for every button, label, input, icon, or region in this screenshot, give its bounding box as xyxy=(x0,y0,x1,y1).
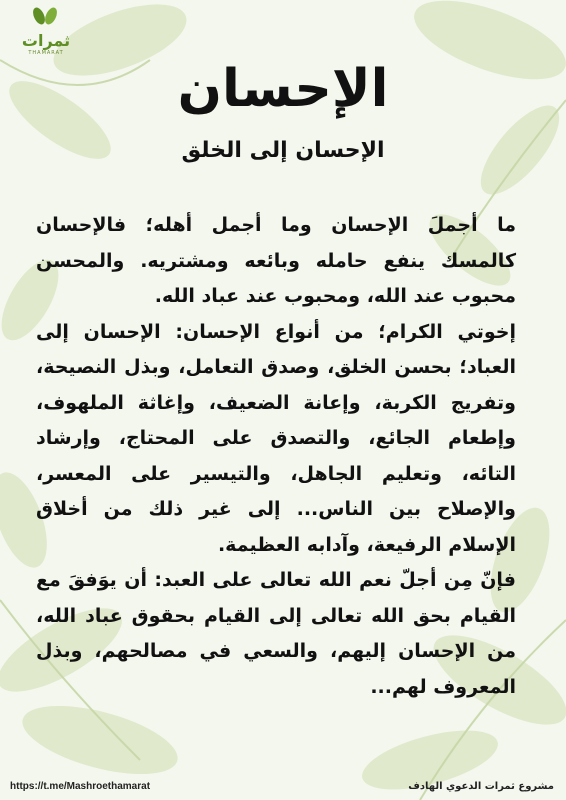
logo-subtext: THAMARAT xyxy=(28,50,64,56)
paragraph: ما أجملَ الإحسان وما أجمل أهله؛ فالإحسان كالمسك ينفع حامله وبائعه ومشتريه. والمحسن محبوب عند الله، ومحبوب عند عباد الله. xyxy=(36,214,516,307)
logo-text: ثمرات xyxy=(22,31,70,50)
project-name: مشروع ثمرات الدعوي الهادف xyxy=(408,781,554,792)
article-body xyxy=(36,208,516,705)
page-subtitle: الإحسان إلى الخلق xyxy=(181,138,385,163)
paragraph: فإنّ مِن أجلّ نعم الله تعالى على العبد: أن يوَفقَ مع القيام بحق الله تعالى إلى القيام بحقوق عباد الله، من الإحسان إليهم، والسعي في مصالحهم، وبذل المعروف لهم... xyxy=(36,569,516,698)
telegram-link[interactable]: https://t.me/Mashroethamarat xyxy=(10,781,151,792)
paragraph: إخوتي الكرام؛ من أنواع الإحسان: الإحسان إلى العباد؛ بحسن الخلق، وصدق التعامل، وبذل النصيحة، وتفريج الكربة، وإعانة الضعيف، وإغاثة الملهوف، وإطعام الجائع، والتصدق على المحتاج، وإرشاد التائه، وتعليم الجاهل، والتيسير على المعسر، والإصلاح بين الناس... إلى غير ذلك من أخلاق الإسلام الرفيعة، وآدابه العظيمة. xyxy=(36,320,516,556)
leaf-logo-icon xyxy=(22,6,70,54)
page-title: الإحسان xyxy=(177,59,389,119)
